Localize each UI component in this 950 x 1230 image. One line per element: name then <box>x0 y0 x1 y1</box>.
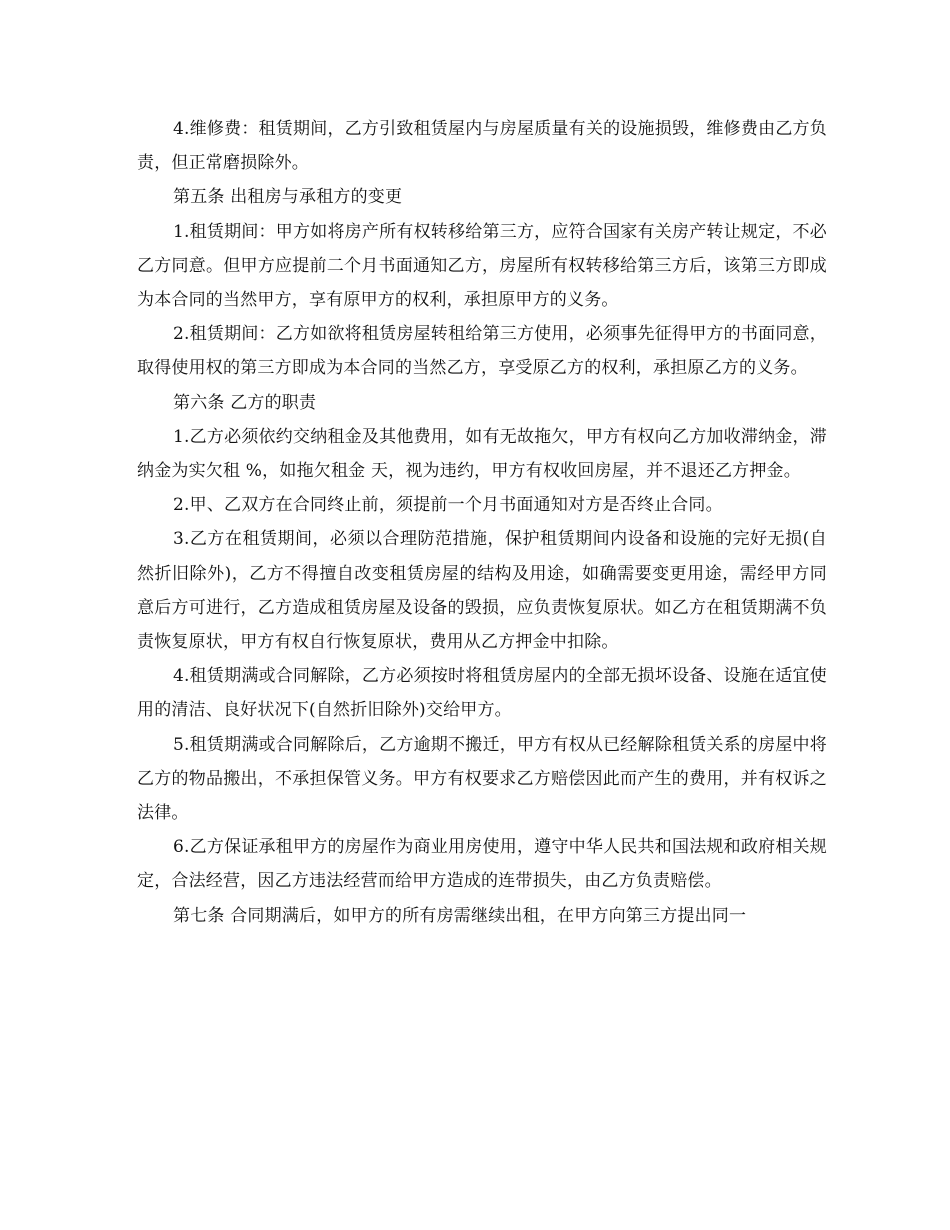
heading-article-5: 第五条 出租房与承租方的变更 <box>173 187 403 208</box>
paragraph-article-6-item-1: 1.乙方必须依约交纳租金及其他费用，如有无故拖欠，甲方有权向乙方加收滞纳金，滞纳金为实欠租 %，如拖欠租金 天，视为违约，甲方有权收回房屋，并不退还乙方押金。 <box>137 426 827 482</box>
paragraph-article-6-item-6: 6.乙方保证承租甲方的房屋作为商业用房使用，遵守中华人民共和国法规和政府相关规定，合法经营，因乙方违法经营而给甲方造成的连带损失，由乙方负责赔偿。 <box>137 837 827 892</box>
paragraph-article-6-item-5: 5.租赁期满或合同解除后，乙方逾期不搬迁，甲方有权从已经解除租赁关系的房屋中将乙方的物品搬出，不承担保管义务。甲方有权要求乙方赔偿因此而产生的费用，并有权诉之法律。 <box>137 734 827 824</box>
paragraph-article-5-item-2: 2.租赁期间：乙方如欲将租赁房屋转租给第三方使用，必须事先征得甲方的书面同意，取得使用权的第三方即成为本合同的当然乙方，享受原乙方的权利，承担原乙方的义务。 <box>137 324 827 379</box>
heading-article-6: 第六条 乙方的职责 <box>173 392 317 413</box>
paragraph-article-6-item-3: 3.乙方在租赁期间，必须以合理防范措施，保护租赁期间内设备和设施的完好无损(自然折旧除外)，乙方不得擅自改变租赁房屋的结构及用途，如确需要变更用途，需经甲方同意后方可进行，乙方造成租赁房屋及设备的毁损，应负责恢复原状。如乙方在租赁期满不负责恢复原状，甲方有权自行恢复原状，费用从乙方押金中扣除。 <box>137 529 827 653</box>
document-body <box>137 112 827 933</box>
paragraph-article-6-item-4: 4.租赁期满或合同解除，乙方必须按时将租赁房屋内的全部无损坏设备、设施在适宜使用的清洁、良好状况下(自然折旧除外)交给甲方。 <box>137 666 827 721</box>
paragraph-article-7: 第七条 合同期满后，如甲方的所有房需继续出租，在甲方向第三方提出同一 <box>173 905 747 926</box>
paragraph-article-5-item-1: 1.租赁期间：甲方如将房产所有权转移给第三方，应符合国家有关房产转让规定，不必乙方同意。但甲方应提前二个月书面通知乙方，房屋所有权转移给第三方后，该第三方即成为本合同的当然甲方，享有原甲方的权利，承担原甲方的义务。 <box>137 221 827 311</box>
paragraph-repair-fee: 4.维修费：租赁期间，乙方引致租赁屋内与房屋质量有关的设施损毁，维修费由乙方负责，但正常磨损除外。 <box>137 119 827 174</box>
paragraph-article-6-item-2: 2.甲、乙双方在合同终止前，须提前一个月书面通知对方是否终止合同。 <box>173 495 723 516</box>
